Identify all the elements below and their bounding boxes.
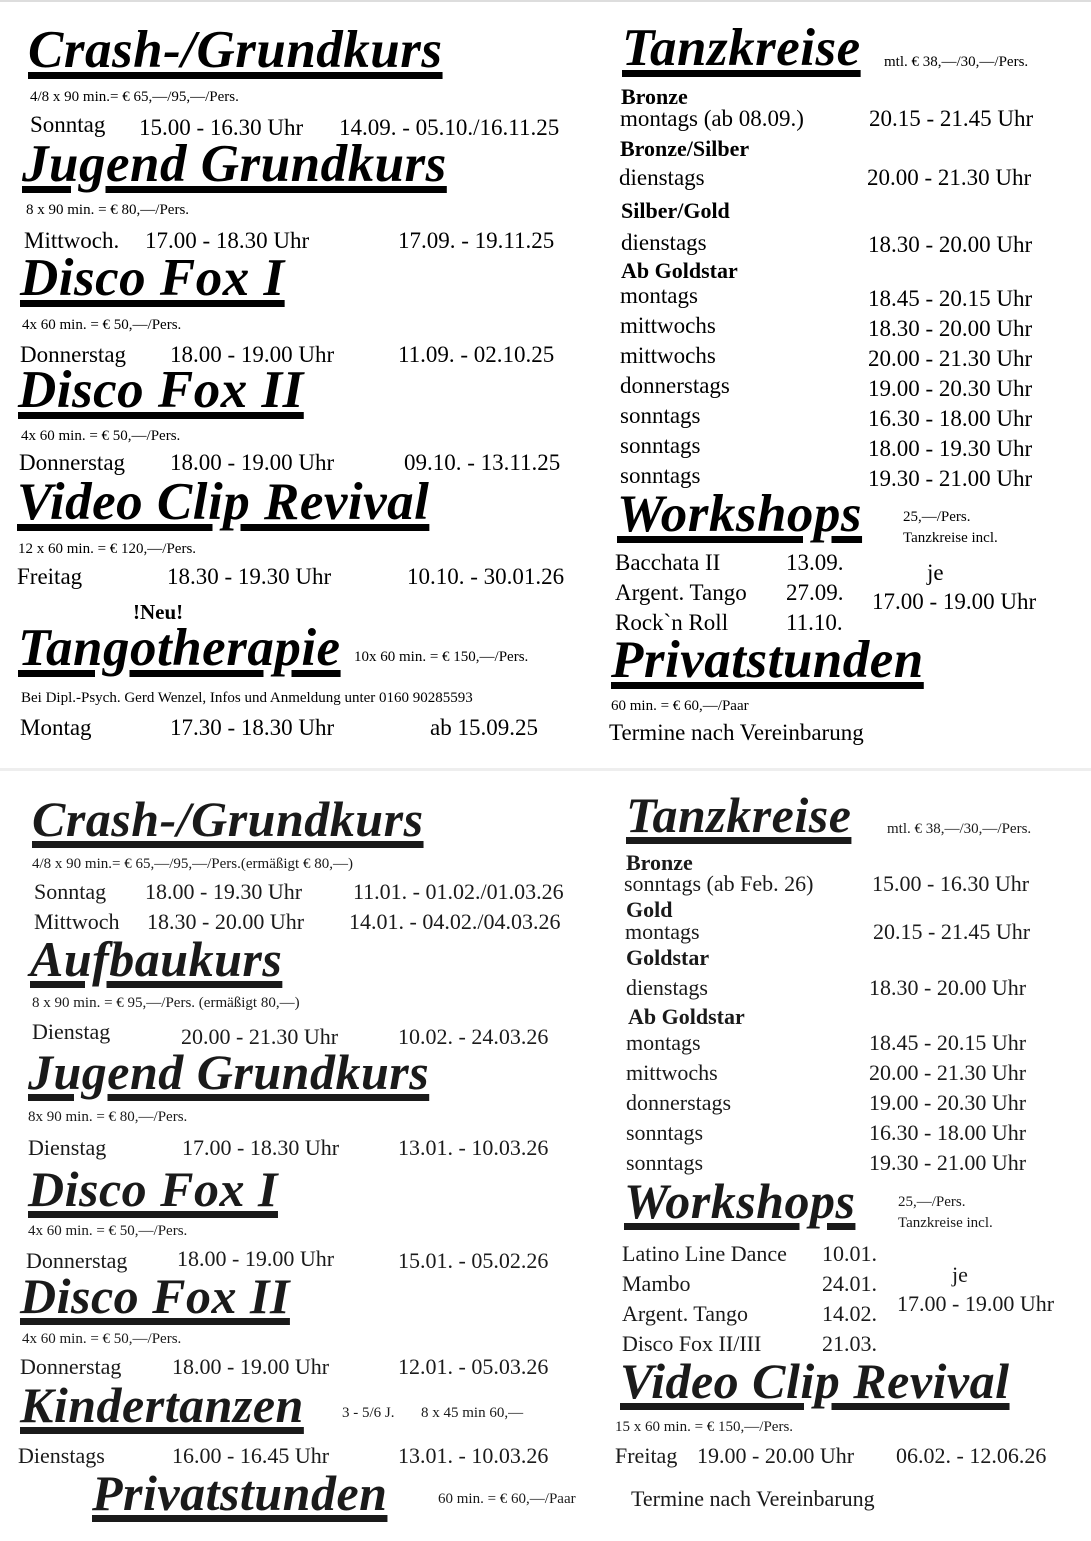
spring-jugend-time: 17.00 - 18.30 Uhr [182, 1135, 340, 1160]
spring-aufbau-dates: 10.02. - 24.03.26 [398, 1024, 549, 1049]
spring-jugend-day: Dienstag [28, 1135, 107, 1160]
autumn-crash-dates: 14.09. - 05.10./16.11.25 [339, 115, 560, 140]
spring-tk-goldstar-time: 18.30 - 20.00 Uhr [869, 975, 1027, 1000]
autumn-video-time: 18.30 - 19.30 Uhr [167, 564, 332, 589]
autumn-jugend-title: Jugend Grundkurs [22, 135, 447, 193]
spring-crash-time: 18.00 - 19.30 Uhr [145, 879, 303, 904]
autumn-crash-price: 4/8 x 90 min.= € 65,—/95,—/Pers. [30, 89, 239, 105]
spring-tk-bronze-label: Bronze [626, 850, 693, 875]
autumn-workshop-date: 11.10. [786, 610, 843, 635]
spring-crash-price: 4/8 x 90 min.= € 65,—/95,—/Pers.(ermäßigt € 80,—) [32, 856, 353, 872]
spring-tk-gold-day: montags [625, 919, 700, 944]
autumn-disco1-dates: 11.09. - 02.10.25 [398, 342, 555, 367]
autumn-workshops-note: Tanzkreise incl. [903, 530, 998, 546]
spring-crash-time: 18.30 - 20.00 Uhr [147, 909, 305, 934]
autumn-jugend-dates: 17.09. - 19.11.25 [398, 228, 555, 253]
autumn-disco2-title: Disco Fox II [18, 361, 304, 419]
autumn-jugend-price: 8 x 90 min. = € 80,—/Pers. [26, 202, 190, 218]
spring-tk-abgoldstar-label: Ab Goldstar [628, 1004, 745, 1029]
spring-workshop-date: 21.03. [822, 1331, 877, 1356]
autumn-tk-bronze-day: montags (ab 08.09.) [620, 106, 804, 131]
spring-privat-note: Termine nach Vereinbarung [631, 1486, 875, 1511]
spring-crash-title: Crash-/Grundkurs [32, 791, 424, 847]
autumn-video-title: Video Clip Revival [17, 473, 430, 531]
spring-workshop-item: Mambo [622, 1271, 691, 1296]
autumn-tango-title: Tangotherapie [18, 619, 341, 677]
autumn-tk-row-time: 19.30 - 21.00 Uhr [868, 466, 1033, 491]
autumn-tango-day: Montag [20, 715, 92, 740]
spring-tk-row-time: 16.30 - 18.00 Uhr [869, 1120, 1027, 1145]
autumn-tk-row-time: 19.00 - 20.30 Uhr [868, 376, 1033, 401]
autumn-tk-row: montags [620, 283, 698, 308]
spring-disco2-dates: 12.01. - 05.03.26 [398, 1354, 549, 1379]
autumn-tanzkreise-title: Tanzkreise [622, 19, 861, 77]
spring-crash-dates: 11.01. - 01.02./01.03.26 [353, 879, 564, 904]
spring-workshop-item: Argent. Tango [622, 1301, 748, 1326]
autumn-workshops-title: Workshops [617, 485, 863, 543]
spring-disco2-day: Donnerstag [20, 1354, 122, 1379]
autumn-tk-row: mittwochs [620, 313, 716, 338]
spring-disco1-day: Donnerstag [26, 1248, 128, 1273]
spring-crash-day: Sonntag [34, 879, 107, 904]
spring-tk-row-time: 19.00 - 20.30 Uhr [869, 1090, 1027, 1115]
spring-disco2-price: 4x 60 min. = € 50,—/Pers. [22, 1331, 182, 1347]
spring-jugend-dates: 13.01. - 10.03.26 [398, 1135, 549, 1160]
autumn-tk-bronze-label: Bronze [621, 84, 688, 109]
autumn-tk-row-time: 18.45 - 20.15 Uhr [868, 286, 1033, 311]
spring-jugend-price: 8x 90 min. = € 80,—/Pers. [28, 1109, 188, 1125]
autumn-workshops-price: 25,—/Pers. [903, 509, 971, 525]
spring-kinder-price: 8 x 45 min 60,— [421, 1405, 524, 1421]
autumn-disco2-price: 4x 60 min. = € 50,—/Pers. [21, 428, 181, 444]
spring-video-price: 15 x 60 min. = € 150,—/Pers. [615, 1419, 794, 1435]
autumn-disco1-day: Donnerstag [20, 342, 127, 367]
spring-aufbau-price: 8 x 90 min. = € 95,—/Pers. (ermäßigt 80,—) [32, 995, 300, 1011]
spring-kinder-day: Dienstags [18, 1443, 105, 1468]
autumn-tk-silbergold-day: dienstags [621, 230, 707, 255]
autumn-privat-note: Termine nach Vereinbarung [609, 720, 864, 745]
spring-workshop-date: 14.02. [822, 1301, 877, 1326]
spring-workshops-title: Workshops [624, 1173, 856, 1229]
autumn-video-day: Freitag [17, 564, 83, 589]
autumn-video-price: 12 x 60 min. = € 120,—/Pers. [18, 541, 197, 557]
autumn-tk-bronzesilber-label: Bronze/Silber [620, 136, 750, 161]
autumn-disco2-dates: 09.10. - 13.11.25 [404, 450, 561, 475]
spring-video-dates: 06.02. - 12.06.26 [896, 1443, 1047, 1468]
spring-crash-dates: 14.01. - 04.02./04.03.26 [349, 909, 561, 934]
spring-tk-row-time: 20.00 - 21.30 Uhr [869, 1060, 1027, 1085]
autumn-disco2-time: 18.00 - 19.00 Uhr [170, 450, 335, 475]
spring-disco1-dates: 15.01. - 05.02.26 [398, 1248, 549, 1273]
spring-workshop-item: Latino Line Dance [622, 1241, 787, 1266]
spring-tk-goldstar-label: Goldstar [626, 945, 710, 970]
spring-disco2-title: Disco Fox II [20, 1268, 290, 1324]
autumn-tango-info: Bei Dipl.-Psych. Gerd Wenzel, Infos und Anmeldung unter 0160 90285593 [21, 690, 473, 706]
autumn-tk-row-time: 20.00 - 21.30 Uhr [868, 346, 1033, 371]
spring-disco1-title: Disco Fox I [28, 1161, 278, 1217]
spring-video-day: Freitag [615, 1443, 678, 1468]
spring-workshops-price: 25,—/Pers. [898, 1194, 966, 1210]
spring-video-title: Video Clip Revival [620, 1353, 1010, 1409]
autumn-tk-row: sonntags [620, 403, 701, 428]
spring-tk-row: donnerstags [626, 1090, 732, 1115]
autumn-workshop-date: 27.09. [786, 580, 844, 605]
autumn-crash-title: Crash-/Grundkurs [28, 21, 443, 79]
autumn-tango-dates: ab 15.09.25 [430, 715, 538, 740]
autumn-disco1-time: 18.00 - 19.00 Uhr [170, 342, 335, 367]
autumn-tango-time: 17.30 - 18.30 Uhr [170, 715, 335, 740]
autumn-jugend-day: Mittwoch. [24, 228, 120, 253]
autumn-workshops-je: je [927, 560, 944, 585]
spring-tk-bronze-time: 15.00 - 16.30 Uhr [872, 871, 1030, 896]
spring-privat-title: Privatstunden [92, 1465, 388, 1521]
spring-workshop-item: Disco Fox II/III [622, 1331, 762, 1356]
autumn-workshop-item: Bacchata II [615, 550, 721, 575]
autumn-workshop-item: Rock`n Roll [615, 610, 729, 635]
spring-tk-row: sonntags [626, 1150, 703, 1175]
autumn-tk-row: sonntags [620, 433, 701, 458]
spring-disco1-time: 18.00 - 19.00 Uhr [177, 1246, 335, 1271]
spring-jugend-title: Jugend Grundkurs [28, 1044, 430, 1100]
autumn-jugend-time: 17.00 - 18.30 Uhr [145, 228, 310, 253]
spring-kinder-time: 16.00 - 16.45 Uhr [172, 1443, 330, 1468]
autumn-disco1-title: Disco Fox I [20, 249, 285, 307]
spring-tk-goldstar-day: dienstags [626, 975, 708, 1000]
spring-tk-row: sonntags [626, 1120, 703, 1145]
spring-tk-row-time: 18.45 - 20.15 Uhr [869, 1030, 1027, 1055]
autumn-disco2-day: Donnerstag [19, 450, 126, 475]
spring-tk-gold-time: 20.15 - 21.45 Uhr [873, 919, 1031, 944]
spring-workshops-je: je [952, 1262, 968, 1287]
autumn-privat-title: Privatstunden [611, 631, 924, 689]
autumn-tk-row-time: 18.30 - 20.00 Uhr [868, 316, 1033, 341]
spring-aufbau-day: Dienstag [32, 1019, 111, 1044]
autumn-tk-row: sonntags [620, 463, 701, 488]
spring-disco1-price: 4x 60 min. = € 50,—/Pers. [28, 1223, 188, 1239]
spring-tanzkreise-price: mtl. € 38,—/30,—/Pers. [887, 821, 1032, 837]
spring-tk-gold-label: Gold [626, 897, 673, 922]
spring-workshop-date: 10.01. [822, 1241, 877, 1266]
autumn-tk-row-time: 18.00 - 19.30 Uhr [868, 436, 1033, 461]
spring-video-time: 19.00 - 20.00 Uhr [697, 1443, 855, 1468]
spring-disco2-time: 18.00 - 19.00 Uhr [172, 1354, 330, 1379]
autumn-tk-abgoldstar-label: Ab Goldstar [621, 258, 738, 283]
spring-workshops-time: 17.00 - 19.00 Uhr [897, 1291, 1055, 1316]
spring-privat-price: 60 min. = € 60,—/Paar [438, 1491, 576, 1507]
autumn-workshop-date: 13.09. [786, 550, 844, 575]
spring-crash-day: Mittwoch [34, 909, 120, 934]
autumn-tango-new-badge: !Neu! [133, 600, 184, 624]
autumn-disco1-price: 4x 60 min. = € 50,—/Pers. [22, 317, 182, 333]
autumn-tk-row: donnerstags [620, 373, 730, 398]
spring-aufbau-title: Aufbaukurs [30, 931, 283, 987]
autumn-tango-price: 10x 60 min. = € 150,—/Pers. [354, 649, 529, 665]
autumn-tk-row-time: 16.30 - 18.00 Uhr [868, 406, 1033, 431]
autumn-crash-time: 15.00 - 16.30 Uhr [139, 115, 304, 140]
spring-tk-bronze-day: sonntags (ab Feb. 26) [624, 871, 814, 896]
spring-workshop-date: 24.01. [822, 1271, 877, 1296]
top-border [0, 0, 1091, 2]
season-separator [0, 768, 1091, 771]
autumn-tk-silbergold-time: 18.30 - 20.00 Uhr [868, 232, 1033, 257]
autumn-tk-row: mittwochs [620, 343, 716, 368]
autumn-tk-bronzesilber-time: 20.00 - 21.30 Uhr [867, 165, 1032, 190]
autumn-tanzkreise-price: mtl. € 38,—/30,—/Pers. [884, 54, 1029, 70]
autumn-crash-day: Sonntag [30, 112, 106, 137]
spring-tanzkreise-title: Tanzkreise [626, 787, 852, 843]
spring-kinder-title: Kindertanzen [20, 1377, 304, 1433]
spring-tk-row-time: 19.30 - 21.00 Uhr [869, 1150, 1027, 1175]
autumn-tk-bronzesilber-day: dienstags [619, 165, 705, 190]
spring-kinder-age: 3 - 5/6 J. [342, 1405, 395, 1421]
spring-kinder-dates: 13.01. - 10.03.26 [398, 1443, 549, 1468]
autumn-workshops-time: 17.00 - 19.00 Uhr [872, 589, 1037, 614]
autumn-tk-bronze-time: 20.15 - 21.45 Uhr [869, 106, 1034, 131]
spring-tk-row: montags [626, 1030, 701, 1055]
autumn-video-dates: 10.10. - 30.01.26 [407, 564, 565, 589]
spring-tk-row: mittwochs [626, 1060, 718, 1085]
spring-workshops-note: Tanzkreise incl. [898, 1215, 993, 1231]
autumn-workshop-item: Argent. Tango [615, 580, 747, 605]
spring-aufbau-time: 20.00 - 21.30 Uhr [181, 1024, 339, 1049]
autumn-tk-silbergold-label: Silber/Gold [621, 198, 730, 223]
autumn-privat-price: 60 min. = € 60,—/Paar [611, 698, 749, 714]
